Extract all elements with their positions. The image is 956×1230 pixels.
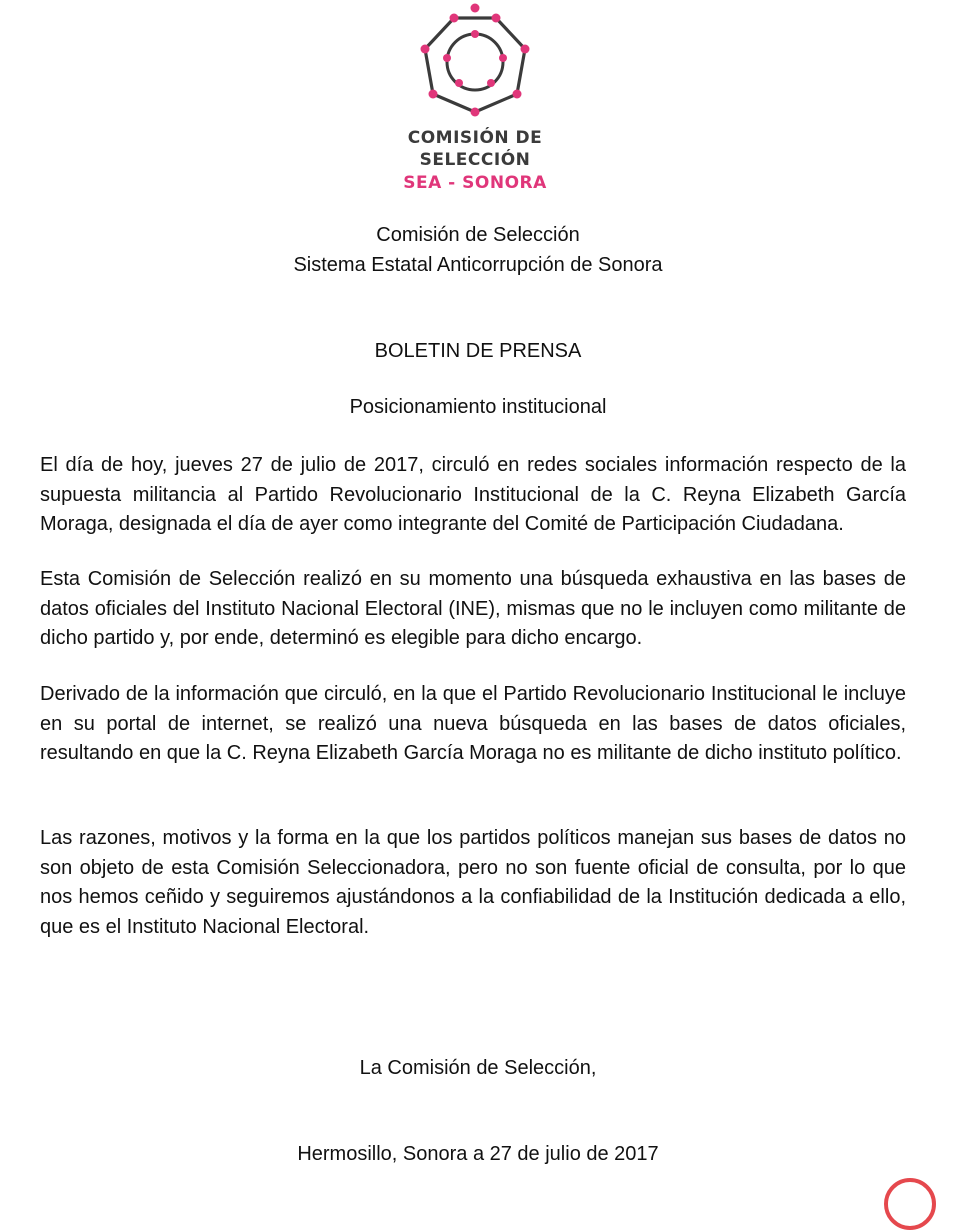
closing-signature: La Comisión de Selección, bbox=[359, 1057, 597, 1079]
logo-text-line3: SEA - SONORA bbox=[403, 173, 547, 193]
document-subject: Posicionamiento institucional bbox=[349, 396, 607, 418]
body-paragraph: El día de hoy, jueves 27 de julio de 2017, circuló en redes sociales información respecto de la supuesta militancia al Partido Revolucionario Institucional de la C. Reyna Elizabeth García Moraga, designada el día de ayer como integrante del Comité de Participación Ciudadana. bbox=[40, 454, 906, 535]
body-paragraph: Esta Comisión de Selección realizó en su momento una búsqueda exhaustiva en las bases de datos oficiales del Instituto Nacional Electoral (INE), mismas que no le incluyen como militante de dicho partido y, por ende, determinó es elegible para dicho encargo. bbox=[40, 568, 906, 649]
body-paragraph: Derivado de la información que circuló, en la que el Partido Revolucionario Institucional le incluye en su portal de internet, se realizó una nueva búsqueda en las bases de datos oficiales, resultando en que la C. Reyna Elizabeth García Moraga no es militante de dicho instituto político. bbox=[40, 683, 906, 764]
header-organization: Comisión de Selección bbox=[376, 224, 580, 246]
heptagon-network-icon bbox=[413, 0, 537, 124]
body-paragraph: Las razones, motivos y la forma en la que los partidos políticos manejan sus bases de datos no son objeto de esta Comisión Seleccionadora, pero no son fuente oficial de consulta, por lo que nos hemos ceñido y seguiremos ajustándonos a la confiabilidad de la Institución dedicada a ello, que es el Instituto Nacional Electoral. bbox=[40, 827, 906, 938]
header-system: Sistema Estatal Anticorrupción de Sonora bbox=[293, 254, 663, 276]
document-type: BOLETIN DE PRENSA bbox=[374, 340, 582, 362]
logo-text-line1: COMISIÓN DE bbox=[407, 128, 543, 148]
circle-outline-icon bbox=[884, 1178, 936, 1230]
logo-text-line2: SELECCIÓN bbox=[419, 150, 531, 170]
place-date: Hermosillo, Sonora a 27 de julio de 2017 bbox=[297, 1143, 659, 1165]
logo bbox=[395, 0, 555, 200]
